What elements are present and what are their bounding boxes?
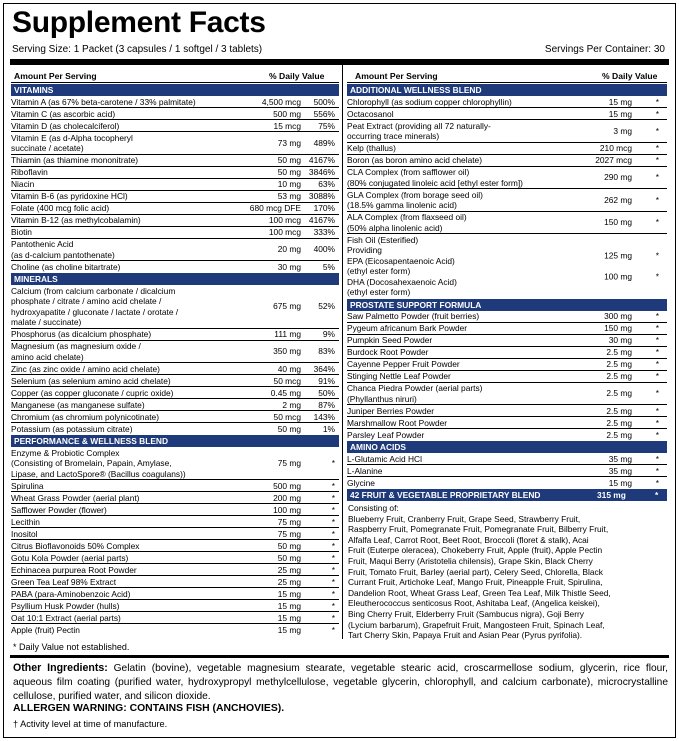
- nutrient-amount: 2.5 mg: [606, 417, 632, 428]
- nutrient-name: CLA Complex (from safflower oil) (80% conjugated linoleic acid [ethyl ester form]): [347, 167, 523, 188]
- nutrient-name: Vitamin E (as d-Alpha tocopheryl succinate / acetate): [11, 132, 133, 153]
- servings-per-container: Servings Per Container: 30: [544, 44, 665, 55]
- nutrient-name: Saw Palmetto Powder (fruit berries): [347, 311, 480, 321]
- nutrient-amount: 300 mg: [604, 310, 632, 321]
- nutrient-dv: 556%: [313, 108, 335, 119]
- nutrient-dv: 4167%: [308, 214, 335, 225]
- nutrient-name: Folate (400 mcg folic acid): [11, 203, 110, 213]
- nutrient-name: Inositol: [11, 528, 38, 539]
- nutrient-amount: 0.45 mg: [270, 387, 301, 398]
- nutrient-row: [11, 516, 339, 528]
- nutrient-name: Pumpkin Seed Powder: [347, 335, 433, 345]
- blend-dv: *: [655, 490, 659, 500]
- nutrient-amount: 100 mcg: [268, 226, 301, 237]
- nutrient-name: Phosphorus (as dicalcium phosphate): [11, 329, 152, 339]
- nutrient-row: [11, 132, 339, 155]
- nutrient-dv: *: [655, 477, 659, 488]
- nutrient-dv: *: [655, 388, 659, 398]
- nutrient-dv: *: [655, 125, 659, 136]
- section-heading: ADDITIONAL WELLNESS BLEND: [347, 84, 667, 96]
- nutrient-amount: 50 mg: [277, 423, 301, 434]
- nutrient-name: Parsley Leaf Powder: [347, 429, 425, 440]
- nutrient-amount: 200 mg: [273, 492, 301, 503]
- nutrient-name: Lecithin: [11, 516, 40, 527]
- nutrient-dv: *: [655, 405, 659, 416]
- nutrient-amount: 3 mg: [613, 125, 632, 136]
- nutrient-row: [347, 311, 667, 323]
- nutrient-name: Marshmallow Root Powder: [347, 417, 448, 428]
- nutrient-amount: 75 mg: [277, 516, 301, 527]
- nutrient-dv: 4167%: [308, 154, 335, 165]
- nutrient-dv: *: [655, 217, 659, 227]
- nutrient-dv: *: [655, 194, 659, 205]
- blend-title: 42 FRUIT & VEGETABLE PROPRIETARY BLEND: [350, 490, 541, 500]
- nutrient-amount: 15 mg: [608, 108, 632, 119]
- nutrient-amount: 30 mg: [608, 334, 632, 345]
- nutrient-dv: 50%: [318, 387, 335, 398]
- nutrient-dv: 75%: [318, 120, 335, 131]
- blend-contents: Consisting of: Blueberry Fruit, Cranberry Fruit, Grape Seed, Strawberry Fruit, Raspberry Fruit, Pomegranate Fruit, Pomegranate Fruit, Bilberry Fruit, Alfalfa Leaf, Carrot Root, Beet Root, Broccoli (floret & stalk), Acai Fruit (Euterpe oleracea), Chokeberry Fruit, Apple (fruit), Apple Pectin Fruit, Maqui Berry (Aristotelia chilensis), Grape Skin, Black Cherry Fruit, Tomato Fruit, Barley (aerial part), Celery Seed, Chlorella, Black Currant Fruit, Artichoke Leaf, Mango Fruit, Pineapple Fruit, Spirulina, Dandelion Root, Wheat Grass Leaf, Green Tea Leaf, Milk Thistle Seed, Eleutherococcus senticosus Root, Ashitaba Leaf, (Angelica keiskei), Bing Cherry Fruit, Elderberry Fruit (Sambucus nigra), Goji Berry (Lycium barbarum), Grapefruit Fruit, Mangosteen Fruit, Spinach Leaf, Tart Cherry Skin, Papaya Fruit and Asian Pear (Pyrus pyrifolia).: [348, 503, 611, 641]
- nutrient-row: [11, 191, 339, 203]
- nutrient-dv: *: [331, 457, 335, 468]
- nutrient-row: [347, 477, 667, 488]
- footer-divider: [10, 655, 669, 658]
- nutrient-amount: 262 mg: [604, 194, 632, 205]
- nutrient-dv: *: [655, 154, 659, 165]
- nutrient-name: Burdock Root Powder: [347, 347, 429, 357]
- nutrient-row: [347, 453, 667, 465]
- nutrient-name: Green Tea Leaf 98% Extract: [11, 576, 117, 587]
- nutrient-dv: *: [655, 370, 659, 381]
- nutrient-amount: 2027 mcg: [595, 154, 632, 165]
- nutrient-dv: *: [331, 576, 335, 587]
- nutrient-amount: 15 mg: [608, 96, 632, 107]
- allergen-warning: ALLERGEN WARNING: CONTAINS FISH (ANCHOVIES).: [13, 703, 285, 714]
- nutrient-name: Zinc (as zinc oxide / amino acid chelate): [11, 363, 160, 374]
- nutrient-name: Vitamin D (as cholecalciferol): [11, 120, 120, 131]
- nutrient-amount: 50 mg: [277, 552, 301, 563]
- nutrient-amount: 680 mcg DFE: [249, 202, 301, 213]
- nutrient-name: Cayenne Pepper Fruit Powder: [347, 359, 460, 369]
- nutrient-dv: *: [655, 465, 659, 476]
- nutrient-dv: *: [655, 322, 659, 333]
- nutrient-amount: 50 mcg: [273, 411, 301, 422]
- nutrient-name: Vitamin B-12 (as methylcobalamin): [11, 215, 141, 225]
- amount-header: Amount Per Serving: [14, 71, 97, 81]
- nutrient-dv: 9%: [322, 328, 335, 339]
- nutrient-dv: *: [331, 480, 335, 491]
- nutrient-name: Enzyme & Probiotic Complex (Consisting of Bromelain, Papain, Amylase, Lipase, and LactoSpore® (Bacillus coagulans)): [11, 447, 186, 479]
- nutrient-row: [347, 108, 667, 120]
- nutrient-row: [11, 285, 339, 329]
- nutrient-dv: *: [331, 612, 335, 623]
- nutrient-row: [11, 492, 339, 504]
- nutrient-amount: 10 mg: [277, 178, 301, 189]
- nutrient-amount: 100 mcg: [268, 214, 301, 225]
- right-sections: [347, 84, 667, 488]
- nutrient-amount: 75 mg: [277, 528, 301, 539]
- nutrient-name: Potassium (as potassium citrate): [11, 423, 133, 434]
- nutrient-amount: 290 mg: [604, 172, 632, 182]
- nutrient-row: [11, 423, 339, 434]
- nutrient-row: [11, 239, 339, 262]
- nutrient-row: [11, 167, 339, 179]
- nutrient-name: Copper (as copper gluconate / cupric oxide): [11, 387, 174, 398]
- nutrient-row: [11, 215, 339, 227]
- nutrient-name: Citrus Bioflavonoids 50% Complex: [11, 540, 140, 551]
- nutrient-name: Pantothenic Acid (as d-calcium pantothenate): [11, 239, 115, 260]
- nutrient-dv: 87%: [318, 399, 335, 410]
- nutrient-amount: 2.5 mg: [606, 370, 632, 381]
- nutrient-row: [347, 429, 667, 440]
- nutrient-row: [11, 612, 339, 624]
- nutrient-row: [11, 341, 339, 364]
- nutrient-row: [347, 167, 667, 190]
- nutrient-dv: *: [331, 564, 335, 575]
- nutrient-amount: 350 mg: [273, 346, 301, 356]
- nutrient-amount: 500 mg: [273, 480, 301, 491]
- nutrient-row: [347, 212, 667, 235]
- serving-size: Serving Size: 1 Packet (3 capsules / 1 softgel / 3 tablets): [12, 44, 263, 55]
- nutrient-amount: 53 mg: [277, 190, 301, 201]
- nutrient-amount: 75 mg: [277, 457, 301, 468]
- nutrient-dv: 52%: [318, 301, 335, 311]
- section-heading: VITAMINS: [11, 84, 339, 96]
- nutrient-amount: 15 mg: [608, 477, 632, 488]
- blend-amount: 315 mg: [597, 490, 626, 500]
- nutrient-amount: 210 mcg: [599, 142, 632, 153]
- nutrient-name: Apple (fruit) Pectin: [11, 624, 80, 635]
- nutrient-amount: 35 mg: [608, 453, 632, 464]
- nutrient-amount: 35 mg: [608, 465, 632, 476]
- nutrient-name: Magnesium (as magnesium oxide / amino acid chelate): [11, 341, 141, 362]
- nutrient-dv: *: [655, 358, 659, 369]
- nutrient-name: Kelp (thallus): [347, 143, 396, 153]
- nutrient-dv: 489%: [313, 137, 335, 148]
- nutrient-row: [347, 347, 667, 359]
- nutrient-row: [11, 120, 339, 132]
- nutrient-name: Vitamin C (as ascorbic acid): [11, 108, 116, 119]
- nutrient-amount: 20 mg: [277, 244, 301, 254]
- nutrient-dv: 83%: [318, 346, 335, 356]
- dv-header: % Daily Value: [269, 71, 325, 81]
- nutrient-row: [11, 564, 339, 576]
- nutrient-name: Boron (as boron amino acid chelate): [347, 155, 483, 165]
- nutrient-name: Echinacea purpurea Root Powder: [11, 564, 137, 575]
- nutrient-row: [11, 480, 339, 492]
- nutrient-amount: 150 mg: [604, 322, 632, 333]
- nutrient-amount: 2.5 mg: [606, 346, 632, 357]
- left-column-header: [11, 70, 339, 83]
- nutrient-dv: *: [655, 453, 659, 464]
- nutrient-dv: *: [655, 142, 659, 153]
- nutrient-row: [11, 108, 339, 120]
- nutrient-row: [11, 504, 339, 516]
- nutrient-name: Niacin: [11, 179, 35, 189]
- nutrient-dv: 63%: [318, 178, 335, 189]
- nutrient-amount: 15 mg: [277, 612, 301, 623]
- nutrient-row: [11, 600, 339, 612]
- nutrient-name: Psyllium Husk Powder (hulls): [11, 600, 120, 611]
- nutrient-name: GLA Complex (from borage seed oil) (18.5% gamma linolenic acid): [347, 189, 483, 210]
- nutrient-row: [347, 383, 667, 406]
- nutrient-row: [347, 371, 667, 383]
- nutrient-row: [11, 329, 339, 341]
- amount-header: Amount Per Serving: [355, 71, 438, 81]
- nutrient-dv: *: [331, 516, 335, 527]
- nutrient-dv: 91%: [318, 375, 335, 386]
- nutrient-row: [347, 120, 667, 143]
- nutrient-amount: 15 mg: [277, 624, 301, 635]
- nutrient-name: Spirulina: [11, 480, 44, 491]
- nutrient-name: Choline (as choline bitartrate): [11, 261, 121, 272]
- nutrient-dv: 170%: [313, 202, 335, 213]
- heavy-divider: [10, 59, 669, 65]
- nutrient-row: [347, 234, 667, 298]
- nutrient-dv: *: [331, 552, 335, 563]
- nutrient-amount: 2.5 mg: [606, 429, 632, 440]
- nutrient-dv: 143%: [313, 411, 335, 422]
- nutrient-amount: 25 mg: [277, 564, 301, 575]
- nutrient-name: Biotin: [11, 227, 32, 237]
- nutrient-name: Chromium (as chromium polynicotinate): [11, 411, 160, 422]
- nutrient-amount: 40 mg: [277, 363, 301, 374]
- nutrient-name: Riboflavin: [11, 167, 48, 177]
- nutrient-name: L-Glutamic Acid HCl: [347, 453, 422, 464]
- nutrient-amount: 100 mg: [273, 504, 301, 515]
- nutrient-amount: 50 mcg: [273, 375, 301, 386]
- nutrient-dv: *: [331, 624, 335, 635]
- nutrient-row: [11, 624, 339, 635]
- nutrient-row: [11, 588, 339, 600]
- nutrient-dv: *: [655, 96, 659, 107]
- right-column-header: [347, 70, 667, 83]
- nutrient-name: Vitamin A (as 67% beta-carotene / 33% palmitate): [11, 96, 196, 107]
- right-column: [347, 70, 667, 641]
- nutrient-row: [11, 399, 339, 411]
- blend-heading: [347, 489, 667, 501]
- dv-header: % Daily Value: [602, 71, 658, 81]
- nutrient-dv: *: [331, 540, 335, 551]
- nutrient-row: [11, 261, 339, 272]
- nutrient-dv: *: [655, 334, 659, 345]
- nutrient-row: [347, 335, 667, 347]
- nutrient-dv: 5%: [322, 261, 335, 272]
- nutrient-name: Glycine: [347, 477, 375, 488]
- nutrient-row: [347, 359, 667, 371]
- nutrient-name: L-Alanine: [347, 465, 383, 476]
- nutrient-amount: 73 mg: [277, 137, 301, 148]
- nutrient-row: [347, 465, 667, 477]
- nutrient-amount: 15 mcg: [273, 120, 301, 131]
- nutrient-dv: *: [655, 429, 659, 440]
- nutrient-row: [347, 143, 667, 155]
- nutrient-dv: *: [331, 600, 335, 611]
- nutrient-dv: * *: [655, 250, 659, 281]
- nutrient-dv: 364%: [313, 363, 335, 374]
- nutrient-name: Gotu Kola Powder (aerial parts): [11, 552, 129, 563]
- nutrient-row: [11, 411, 339, 423]
- nutrient-row: [347, 417, 667, 429]
- nutrient-amount: 2 mg: [282, 399, 301, 410]
- nutrient-row: [11, 155, 339, 167]
- nutrient-amount: 4,500 mcg: [261, 96, 301, 107]
- nutrient-amount: 2.5 mg: [606, 358, 632, 369]
- left-sections: [11, 84, 339, 635]
- nutrient-row: [11, 179, 339, 191]
- nutrient-amount: 25 mg: [277, 576, 301, 587]
- nutrient-amount: 15 mg: [277, 600, 301, 611]
- nutrient-amount: 150 mg: [604, 217, 632, 227]
- nutrient-dv: *: [331, 492, 335, 503]
- nutrient-row: [11, 96, 339, 108]
- column-divider: [342, 65, 343, 639]
- nutrient-name: Manganese (as manganese sulfate): [11, 399, 145, 410]
- nutrient-dv: *: [655, 417, 659, 428]
- nutrient-row: [347, 155, 667, 167]
- nutrient-amount: 30 mg: [277, 261, 301, 272]
- nutrient-amount: 50 mg: [277, 166, 301, 177]
- other-ingredients: [13, 661, 668, 704]
- nutrient-amount: 675 mg: [273, 301, 301, 311]
- nutrient-row: [347, 323, 667, 335]
- nutrient-name: Stinging Nettle Leaf Powder: [347, 371, 451, 381]
- other-ingredients-text: Gelatin (bovine), vegetable magnesium stearate, vegetable stearic acid, croscarmellose sodium, glycerin, rice flour, aqueous film coating (purified water, hydroxypropyl methylcellulose, vegetable glycerin, chlorophyll, and calcium carbonate), microcrystalline cellulose, purified water, and silicon dioxide.: [13, 663, 668, 702]
- nutrient-name: PABA (para-Aminobenzoic Acid): [11, 588, 131, 599]
- nutrient-name: Octacosanol: [347, 108, 394, 119]
- nutrient-name: Vitamin B-6 (as pyridoxine HCl): [11, 191, 128, 201]
- nutrient-name: Peat Extract (providing all 72 naturally- occurring trace minerals): [347, 120, 491, 141]
- nutrient-dv: *: [655, 310, 659, 321]
- nutrient-name: Juniper Berries Powder: [347, 405, 435, 416]
- nutrient-name: ALA Complex (from flaxseed oil) (50% alpha linolenic acid): [347, 212, 467, 233]
- nutrient-dv: *: [331, 528, 335, 539]
- nutrient-amount: 500 mg: [273, 108, 301, 119]
- nutrient-row: [11, 528, 339, 540]
- dv-footnote: * Daily Value not established.: [13, 642, 130, 652]
- nutrient-dv: *: [655, 108, 659, 119]
- nutrient-name: Chlorophyll (as sodium copper chlorophyllin): [347, 96, 512, 107]
- other-ingredients-label: Other Ingredients:: [13, 662, 108, 674]
- nutrient-dv: *: [331, 588, 335, 599]
- nutrient-row: [347, 405, 667, 417]
- nutrient-name: Safflower Powder (flower): [11, 504, 107, 515]
- nutrient-name: Fish Oil (Esterified) Providing EPA (Eicosapentaenoic Acid) (ethyl ester form) DHA (Docosahexaenoic Acid) (ethyl ester form): [347, 234, 457, 297]
- section-heading: PROSTATE SUPPORT FORMULA: [347, 299, 667, 311]
- nutrient-dv: 1%: [322, 423, 335, 434]
- nutrient-row: [11, 576, 339, 588]
- nutrient-amount: 50 mg: [277, 540, 301, 551]
- section-heading: MINERALS: [11, 273, 339, 285]
- nutrient-amount: 111 mg: [274, 328, 301, 339]
- nutrient-name: Chanca Piedra Powder (aerial parts) (Phyllanthus niruri): [347, 383, 483, 404]
- nutrient-name: Oat 10:1 Extract (aerial parts): [11, 612, 121, 623]
- panel-title: Supplement Facts: [12, 6, 266, 39]
- nutrient-amount: 50 mg: [277, 154, 301, 165]
- nutrient-dv: 400%: [313, 244, 335, 254]
- nutrient-amount: 2.5 mg: [606, 405, 632, 416]
- nutrient-dv: *: [331, 504, 335, 515]
- nutrient-amount: 125 mg 100 mg: [604, 250, 632, 281]
- nutrient-row: [11, 552, 339, 564]
- nutrient-name: Wheat Grass Powder (aerial plant): [11, 492, 140, 503]
- nutrient-dv: *: [655, 346, 659, 357]
- nutrient-row: [11, 447, 339, 480]
- nutrient-dv: 3088%: [308, 190, 335, 201]
- section-heading: AMINO ACIDS: [347, 441, 667, 453]
- nutrient-name: Thiamin (as thiamine mononitrate): [11, 155, 139, 165]
- nutrient-row: [11, 227, 339, 239]
- nutrient-row: [11, 387, 339, 399]
- nutrient-row: [11, 375, 339, 387]
- section-heading: PERFORMANCE & WELLNESS BLEND: [11, 435, 339, 447]
- nutrient-name: Calcium (from calcium carbonate / dicalcium phosphate / citrate / amino acid chelate / hydroxyapatite / gluconate / lactate / orotate / malate / succinate): [11, 285, 179, 327]
- nutrient-dv: 500%: [313, 96, 335, 107]
- nutrient-name: Selenium (as selenium amino acid chelate): [11, 375, 171, 386]
- supplement-facts-panel: [3, 3, 676, 738]
- nutrient-row: [347, 96, 667, 108]
- nutrient-row: [11, 363, 339, 375]
- nutrient-amount: 2.5 mg: [606, 388, 632, 398]
- nutrient-dv: 3846%: [308, 166, 335, 177]
- nutrient-amount: 15 mg: [277, 588, 301, 599]
- left-column: [11, 70, 339, 635]
- nutrient-dv: 333%: [313, 226, 335, 237]
- activity-note: † Activity level at time of manufacture.: [13, 719, 168, 729]
- nutrient-row: [347, 189, 667, 212]
- nutrient-dv: *: [655, 172, 659, 182]
- nutrient-row: [11, 203, 339, 215]
- nutrient-name: Pygeum africanum Bark Powder: [347, 323, 468, 333]
- nutrient-row: [11, 540, 339, 552]
